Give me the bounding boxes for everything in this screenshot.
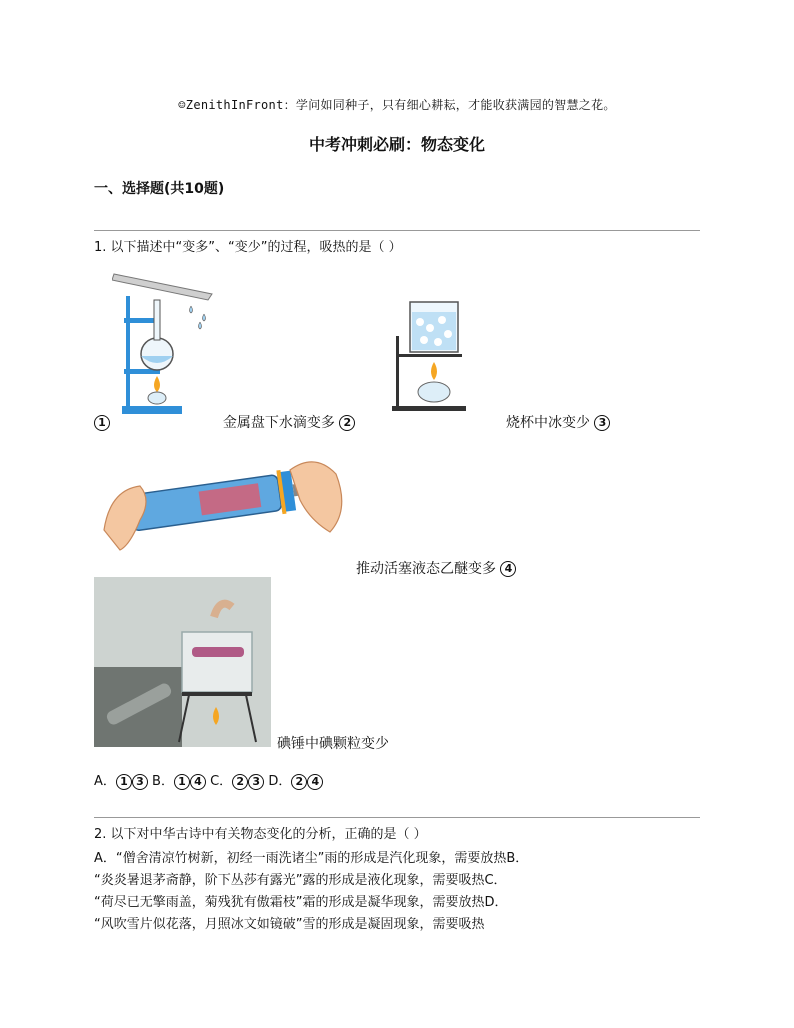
figure-3-caption — [356, 558, 516, 578]
question-1-stem: 1. 以下描述中“变多”、“变少”的过程，吸热的是（ ） — [94, 240, 402, 255]
iodine-hammer-photo — [94, 577, 271, 747]
divider — [94, 817, 700, 818]
motto-header: ☺ZenithInFront：学问如同种子，只有细心耕耘，才能收获满园的智慧之花。 — [178, 98, 616, 112]
figure-number-3: 3 — [594, 415, 610, 431]
question-2-line: “荷尽已无擎雨盖，菊残犹有傲霜枝”霜的形成是凝华现象，需要放热D． — [94, 895, 508, 910]
option-b[interactable]: B． 1 4 — [152, 774, 206, 789]
page-title: 中考冲刺必刷：物态变化 — [308, 135, 485, 154]
question-1-options — [94, 770, 323, 790]
question-2-line: “风吹雪片似花落，月照冰文如镜破”雪的形成是凝固现象，需要吸热 — [94, 917, 485, 932]
figure-number-2: 2 — [339, 415, 355, 431]
option-a[interactable]: A． 1 3 — [94, 774, 148, 789]
question-2-stem: 2. 以下对中华古诗中有关物态变化的分析，正确的是（ ） — [94, 827, 427, 842]
beaker-ice-apparatus-image — [388, 296, 468, 414]
figure-1-caption — [94, 412, 355, 432]
question-2-line: A．“僧舍清凉竹树新，初经一雨洗诸尘”雨的形成是汽化现象，需要放热B． — [94, 851, 529, 866]
option-d[interactable]: D． 2 4 — [268, 774, 323, 789]
option-c[interactable]: C． 2 3 — [210, 774, 264, 789]
syringe-image — [100, 450, 350, 560]
figure-number-1: 1 — [94, 415, 110, 431]
figure-1-label: 金属盘下水滴变多 — [222, 415, 335, 431]
figure-number-4: 4 — [500, 561, 516, 577]
figure-2-label: 烧杯中冰变少 — [506, 415, 590, 431]
section-heading: 一、选择题(共10题) — [94, 181, 225, 197]
figure-3-label: 推动活塞液态乙醚变多 — [356, 561, 496, 577]
figure-2-caption — [506, 412, 610, 432]
figure-4-caption: 碘锤中碘颗粒变少 — [277, 736, 389, 752]
distillation-apparatus-image — [112, 266, 217, 426]
divider — [94, 230, 700, 231]
question-2-line: “炎炎暑退茅斋静，阶下丛莎有露光”露的形成是液化现象，需要吸热C． — [94, 873, 507, 888]
